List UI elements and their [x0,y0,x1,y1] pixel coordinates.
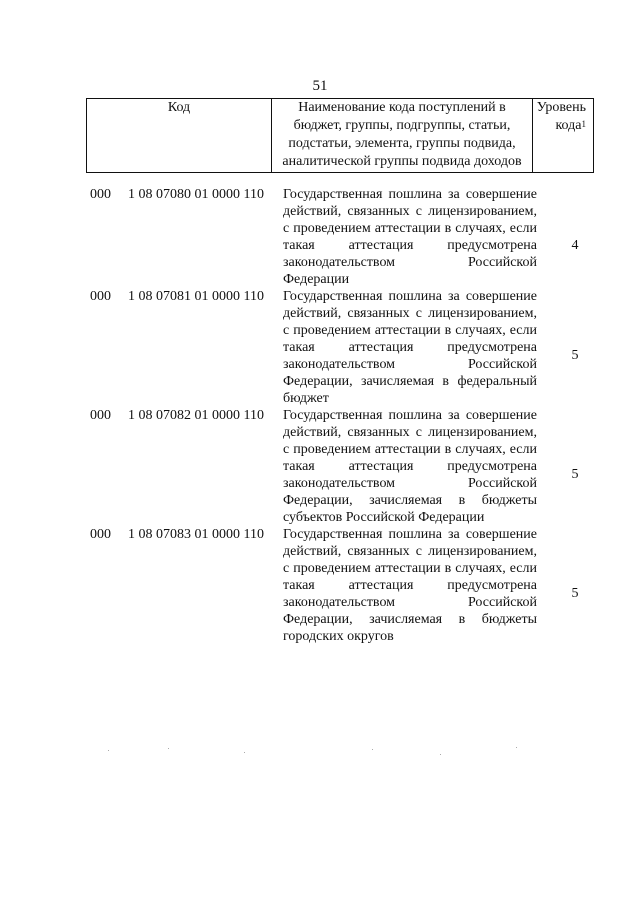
row-prefix: 000 [90,187,111,202]
header-level-label: Уровень кода$^1$ [536,100,586,133]
row-level: 5 [571,348,579,363]
row-code: 1 08 07081 01 0000 110 [128,289,264,304]
table-header [86,98,594,173]
table-row [0,186,640,288]
row-code: 1 08 07080 01 0000 110 [128,187,264,202]
row-code: 1 08 07082 01 0000 110 [128,408,264,423]
row-description: Государственная пошлина за совершение действий, связанных с лицензированием, с проведением аттестации в случаях, если такая аттестация предусмотрена законодательством Российской Федерации, зачисляемая в бюджеты городских округов [283,527,537,644]
row-prefix: 000 [90,408,111,423]
page-number: 51 [312,78,328,94]
header-level [533,99,594,173]
table-row [0,407,640,526]
scan-noise [0,746,640,776]
row-description: Государственная пошлина за совершение действий, связанных с лицензированием, с проведением аттестации в случаях, если такая аттестация предусмотрена законодательством Российской Федерации, зачисляемая в федеральный бюджет [283,289,537,406]
row-description: Государственная пошлина за совершение действий, связанных с лицензированием, с проведением аттестации в случаях, если такая аттестация предусмотрена законодательством Российской Федерации, зачисляемая в бюджеты субъектов Российской Федерации [283,408,537,525]
row-level: 5 [571,467,579,482]
header-code: Код [87,99,272,173]
row-level: 5 [571,586,579,601]
row-description: Государственная пошлина за совершение действий, связанных с лицензированием, с проведением аттестации в случаях, если такая аттестация предусмотрена законодательством Российской Федерации [283,187,537,287]
row-level: 4 [571,238,579,253]
footnote-marker: 1 [581,119,586,129]
header-name: Наименование кода поступлений в бюджет, группы, подгруппы, статьи, подстатьи, элемента, группы подвида, аналитической группы подвида доходов [272,99,533,173]
table-header-row [87,99,594,173]
row-code: 1 08 07083 01 0000 110 [128,527,264,542]
row-prefix: 000 [90,289,111,304]
table-row [0,288,640,407]
table-row [0,526,640,645]
row-prefix: 000 [90,527,111,542]
table-body [0,186,640,645]
